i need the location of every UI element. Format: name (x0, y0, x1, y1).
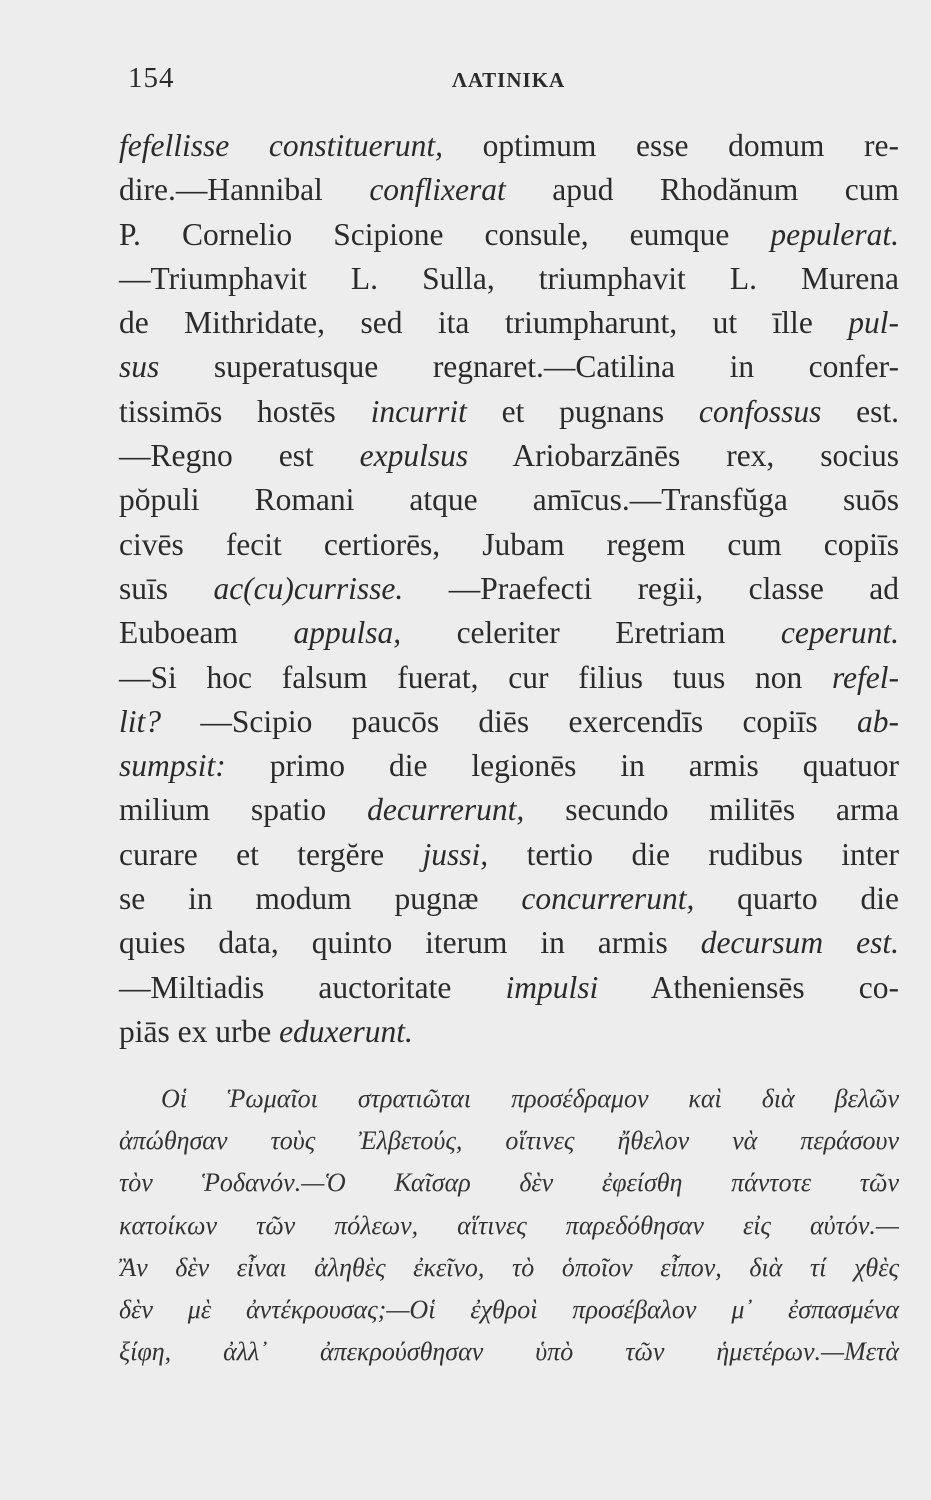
italic-segment: pul- (848, 305, 899, 341)
text-segment: quarto die (694, 881, 899, 917)
greek-line: δὲν μὲ ἀντέκρουσας;—Οἱ ἐχθροὶ προσέβαλον μ᾿ ἐσπασμένα (119, 1294, 899, 1324)
text-segment: de Mithridate, sed ita triumpharunt, ut īlle (119, 305, 849, 341)
latin-line (119, 390, 899, 434)
italic-segment: decursum est. (700, 925, 899, 961)
italic-segment: concurrerunt, (521, 881, 695, 917)
latin-line (119, 124, 899, 168)
latin-text-block (119, 124, 899, 1054)
text-segment: et pugnans (466, 393, 699, 429)
text-segment: piās ex urbe (119, 1013, 280, 1049)
text-segment: suīs (119, 570, 214, 606)
text-segment: —Regno est (119, 438, 360, 474)
greek-line: ἀπώθησαν τοὺς Ἐλβετούς, οἵτινες ἤθελον νὰ περάσουν (119, 1126, 899, 1156)
italic-segment: sumpsit: (119, 748, 226, 784)
text-segment: —Scipio paucōs diēs exercendīs copiīs (161, 703, 857, 739)
italic-segment: refel- (831, 659, 899, 695)
italic-segment: decurrerunt, (367, 792, 525, 828)
running-title: ΛΑΤΙΝΙΚΑ (452, 68, 566, 92)
latin-line (119, 301, 899, 345)
greek-line: τὸν Ῥοδανόν.—Ὁ Καῖσαρ δὲν ἐφείσθη πάντοτε τῶν (119, 1168, 899, 1198)
latin-line (119, 567, 899, 611)
greek-line: κατοίκων τῶν πόλεων, αἵτινες παρεδόθησαν εἰς αὐτόν.— (119, 1210, 899, 1240)
latin-line (119, 656, 899, 700)
text-segment: milium spatio (119, 792, 368, 828)
text-segment: tissimōs hostēs (119, 393, 371, 429)
text-segment: —Praefecti regii, classe ad (403, 570, 899, 606)
latin-line (119, 833, 899, 877)
text-segment: Atheniensēs co- (598, 969, 899, 1005)
greek-line: ξίφη, ἀλλ᾿ ἀπεκρούσθησαν ὑπὸ τῶν ἡμετέρων.—Μετὰ (119, 1337, 899, 1367)
italic-segment: appulsa, (293, 615, 402, 651)
italic-segment: conflixerat (369, 172, 506, 208)
italic-segment: confossus (698, 393, 822, 429)
latin-line (119, 744, 899, 788)
latin-line (119, 921, 899, 965)
text-segment: dire.—Hannibal (119, 172, 370, 208)
italic-segment: pepulerat. (770, 216, 899, 252)
text-segment: superatusque regnaret.—Catilina in confer- (159, 349, 899, 385)
latin-line (119, 168, 899, 212)
italic-segment: jussi, (422, 836, 489, 872)
latin-line (119, 478, 899, 522)
text-segment: civēs fecit certiorēs, Jubam regem cum copiīs (119, 526, 899, 562)
text-segment: quies data, quinto iterum in armis (119, 925, 701, 961)
text-segment: apud Rhodănum cum (505, 172, 899, 208)
italic-segment: fefellisse constituerunt, (119, 128, 443, 163)
italic-segment: ceperunt. (780, 615, 899, 651)
latin-line (119, 1010, 899, 1054)
text-segment: secundo militēs arma (524, 792, 899, 828)
page-number: 154 (128, 62, 175, 94)
text-segment: tertio die rudibus inter (488, 836, 900, 872)
latin-line (119, 700, 899, 744)
greek-text-block (119, 1078, 899, 1373)
text-segment: —Si hoc falsum fuerat, cur filius tuus non (119, 659, 832, 695)
text-segment: Ariobarzānēs rex, socius (468, 438, 899, 474)
latin-line (119, 345, 899, 389)
italic-segment: ac(cu)currisse. (213, 570, 404, 606)
italic-segment: expulsus (359, 438, 469, 474)
text-segment: est. (821, 393, 899, 429)
latin-line (119, 257, 899, 301)
text-segment: —Miltiadis auctoritate (119, 969, 506, 1005)
greek-line: Ἂν δὲν εἶναι ἀληθὲς ἐκεῖνο, τὸ ὁποῖον εἶπον, διὰ τί χθὲς (119, 1252, 899, 1282)
text-segment: optimum esse domum re- (442, 128, 899, 163)
latin-line (119, 611, 899, 655)
latin-line (119, 213, 899, 257)
italic-segment: lit? (119, 703, 162, 739)
latin-line (119, 523, 899, 567)
latin-line (119, 434, 899, 478)
text-segment: primo die legionēs in armis quatuor (225, 748, 899, 784)
italic-segment: incurrit (370, 393, 467, 429)
text-segment: Euboeam (119, 615, 294, 651)
italic-segment: ab- (857, 703, 899, 739)
latin-line (119, 966, 899, 1010)
latin-line (119, 877, 899, 921)
text-segment: curare et tergĕre (119, 836, 423, 872)
text-segment: pŏpuli Romani atque amīcus.—Transfŭga suōs (119, 482, 899, 518)
page-header (128, 62, 903, 102)
italic-segment: eduxerunt. (279, 1013, 413, 1049)
italic-segment: sus (119, 349, 160, 385)
text-segment: P. Cornelio Scipione consule, eumque (119, 216, 771, 252)
text-segment: —Triumphavit L. Sulla, triumphavit L. Murena (119, 260, 899, 296)
text-segment: celeriter Eretriam (401, 615, 781, 651)
greek-line: Οἱ Ῥωμαῖοι στρατιῶται προσέδραμον καὶ διὰ βελῶν (161, 1084, 899, 1113)
latin-line (119, 788, 899, 832)
italic-segment: impulsi (505, 969, 599, 1005)
text-segment: se in modum pugnæ (119, 881, 522, 917)
